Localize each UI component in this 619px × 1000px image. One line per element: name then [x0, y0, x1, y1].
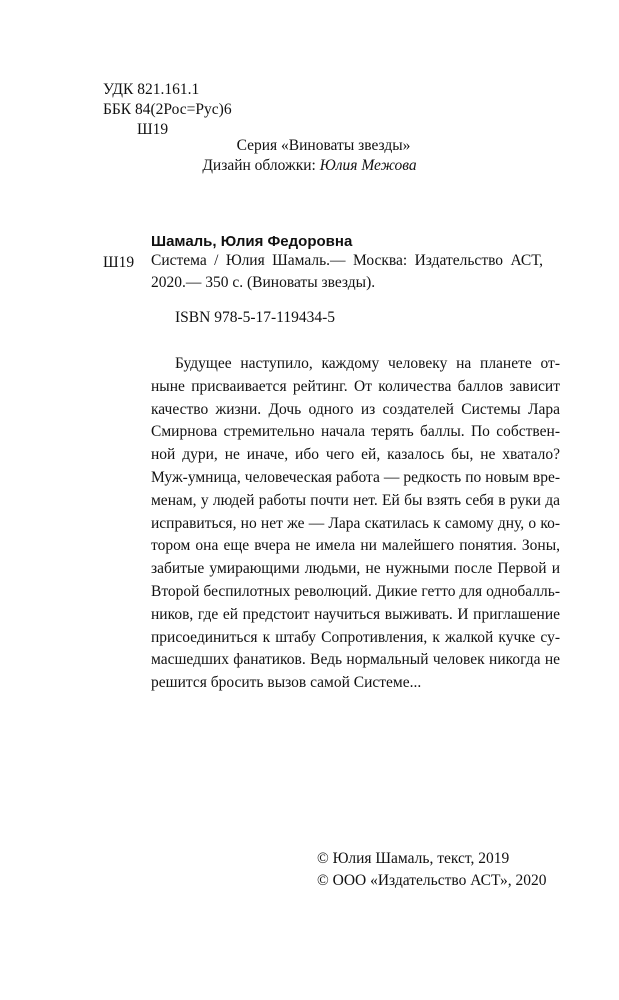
annotation-line: Смирнова стремительно начала терять баллы. По собствен- [151, 423, 560, 441]
cover-design-author: Юлия Межова [319, 157, 417, 174]
copyright-text: © Юлия Шамаль, текст, 2019 [317, 850, 510, 867]
copyright-publisher: © ООО «Издательство АСТ», 2020 [317, 872, 547, 889]
isbn: ISBN 978-5-17-119434-5 [175, 309, 336, 326]
annotation-line: масшедших фанатиков. Ведь нормальный человек никогда не [151, 651, 560, 669]
annotation-line: ников, где ей предстоит научиться выживать. И приглашение [151, 605, 560, 623]
author-sign-side: Ш19 [103, 254, 135, 271]
udk-code: УДК 821.161.1 [103, 81, 200, 98]
bbk-code: ББК 84(2Рос=Рус)6 [103, 101, 232, 118]
annotation-line: менам, у людей работы почти нет. Ей бы взять себя в руки да [151, 491, 560, 509]
annotation-line: решится бросить вызов самой Системе... [151, 674, 422, 692]
series-name: Серия «Виноваты звезды» [236, 137, 411, 154]
annotation [151, 353, 560, 695]
annotation-line: Муж-умница, человеческая работа — редкость по новым вре- [151, 468, 560, 486]
bibliographic-line: Система / Юлия Шамаль.— Москва: Издательство АСТ, [151, 252, 543, 269]
annotation-line: забитые умирающими людьми, не нужными после Первой и [151, 560, 560, 578]
annotation-line: ной дури, не иначе, ибо чего ей, казалось бы, не хватало? [151, 446, 560, 464]
series-block [0, 136, 619, 176]
annotation-line: ныне присваивается рейтинг. От количества баллов зависит [151, 377, 560, 395]
cover-design-label: Дизайн обложки: [202, 157, 316, 174]
annotation-line: присоединиться к штабу Сопротивления, к жалкой кучке су- [151, 628, 560, 646]
annotation-line: Будущее наступило, каждому человеку на планете от- [175, 355, 560, 372]
author-heading: Шамаль, Юлия Федоровна [151, 233, 353, 250]
cover-design-credit [0, 156, 619, 176]
bibliographic-line: 2020.— 350 с. (Виноваты звезды). [151, 274, 376, 291]
annotation-line: исправиться, но нет же — Лара скатилась к самому дну, о ко- [151, 514, 560, 532]
bibliographic-description [151, 250, 543, 294]
author-sign-code: Ш19 [137, 121, 169, 138]
annotation-line: качество жизни. Дочь одного из создателей Системы Лара [151, 400, 560, 418]
copyright-block [317, 848, 547, 892]
annotation-line: тором она еще вчера не имела ни малейшего понятия. Зоны, [151, 537, 560, 555]
annotation-line: Второй беспилотных революций. Дикие гетто для однобалль- [151, 582, 560, 600]
